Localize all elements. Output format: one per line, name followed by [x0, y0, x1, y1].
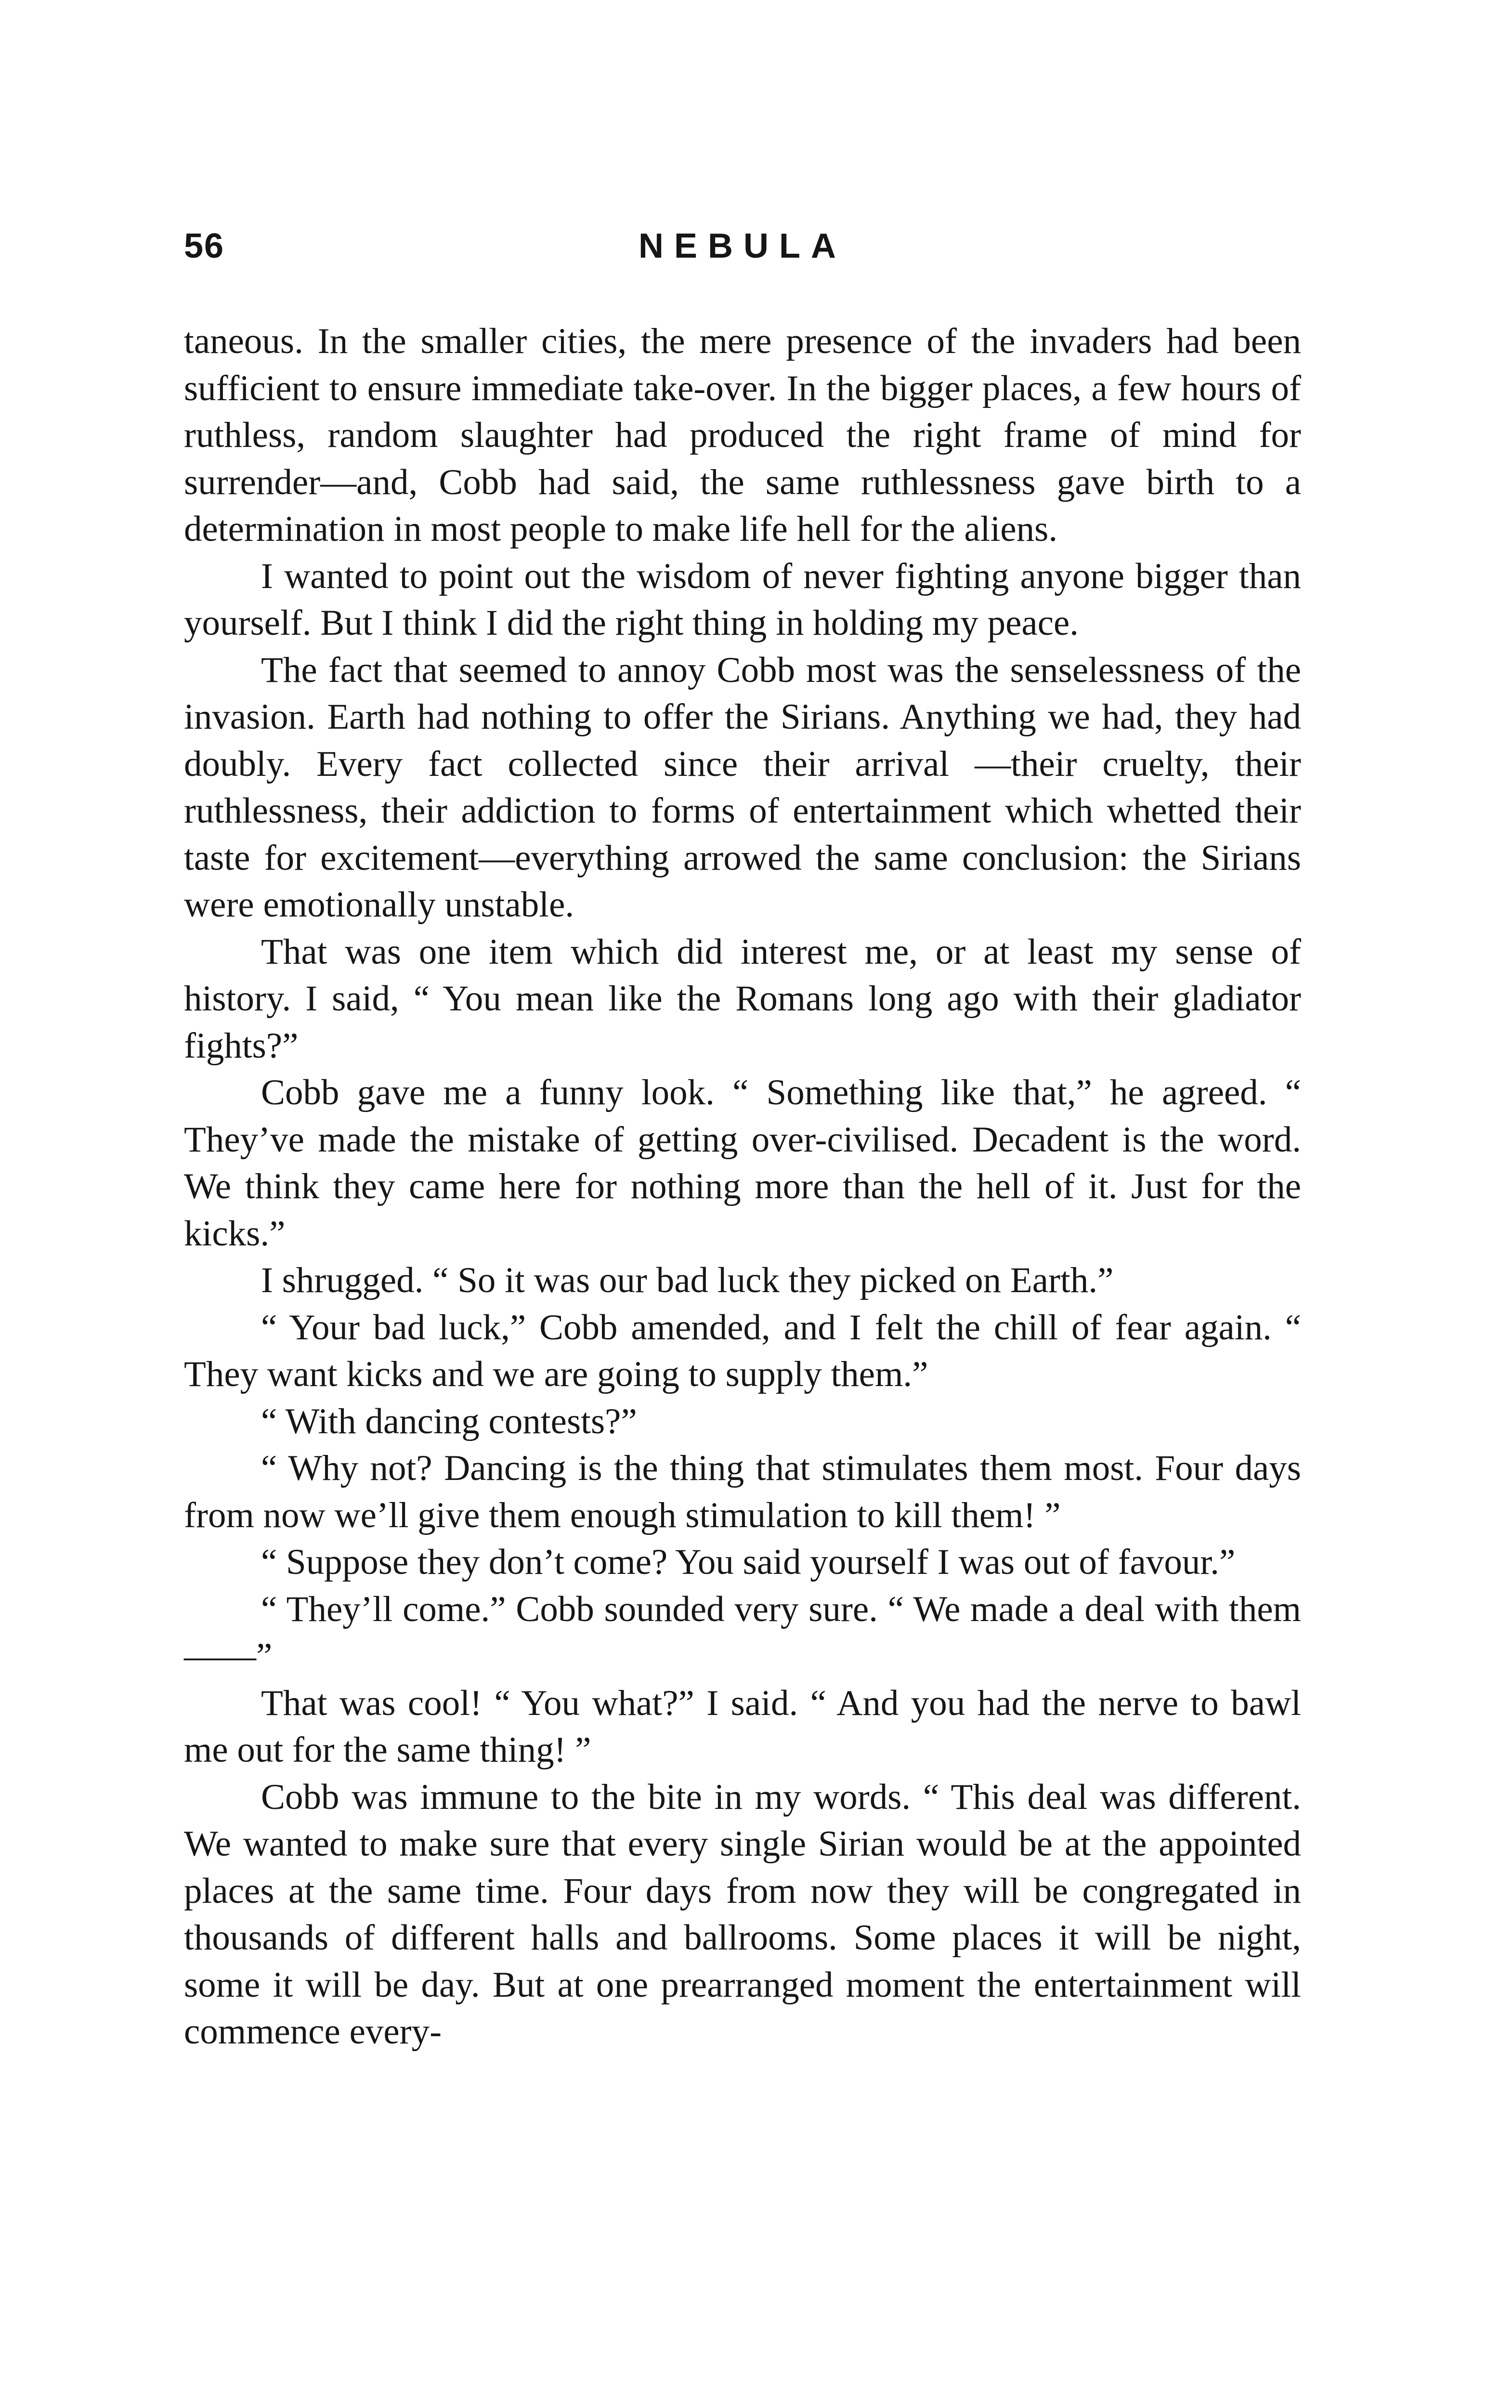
running-head: NEBULA	[639, 227, 847, 265]
paragraph-7: “ Your bad luck,” Cobb amended, and I felt the chill of fear again. “ They want kicks and we are going to supply them.”	[184, 1307, 1301, 1394]
paragraph-4: That was one item which did interest me, or at least my sense of history. I said, “ You mean like the Romans long ago with their gladiator fights?”	[184, 931, 1301, 1066]
paragraph-10: “ Suppose they don’t come? You said yourself I was out of favour.”	[261, 1542, 1236, 1582]
paragraph-2: I wanted to point out the wisdom of never fighting anyone bigger than yourself. But I think I did the right thing in holding my peace.	[184, 556, 1301, 643]
body-text	[184, 318, 1301, 2055]
page-header	[184, 226, 1301, 284]
paragraph-5: Cobb gave me a funny look. “ Something like that,” he agreed. “ They’ve made the mistake of getting over-civilised. Decadent is the word. We think they came here for nothing more than the hell of it. Just for the kicks.”	[184, 1073, 1301, 1254]
paragraph-11: “ They’ll come.” Cobb sounded very sure. “ We made a deal with them——”	[184, 1589, 1301, 1676]
paragraph-6: I shrugged. “ So it was our bad luck they picked on Earth.”	[261, 1260, 1114, 1300]
paragraph-3: The fact that seemed to annoy Cobb most was the senselessness of the invasion. Earth had nothing to offer the Sirians. Anything we had, they had doubly. Every fact collected since their arrival —their cruelty, their ruthlessness, their addiction to forms of entertainment which whetted their taste for excitement—everything arrowed the same conclusion: the Sirians were emotionally unstable.	[184, 650, 1301, 925]
page-number: 56	[184, 227, 225, 265]
paragraph-9: “ Why not? Dancing is the thing that stimulates them most. Four days from now we’ll give them enough stimulation to kill them! ”	[184, 1448, 1301, 1535]
paragraph-1: taneous. In the smaller cities, the mere presence of the invaders had been sufficient to ensure immediate take-over. In the bigger places, a few hours of ruthless, random slaughter had produced the right frame of mind for surrender—and, Cobb had said, the same ruthlessness gave birth to a determination in most people to make life hell for the aliens.	[184, 321, 1301, 549]
paragraph-8: “ With dancing contests?”	[261, 1401, 637, 1441]
paragraph-13: Cobb was immune to the bite in my words. “ This deal was different. We wanted to make sure that every single Sirian would be at the appointed places at the same time. Four days from now they will be congregated in thousands of different halls and ballrooms. Some places it will be night, some it will be day. But at one prearranged moment the entertainment will commence every-	[184, 1777, 1301, 2052]
paragraph-12: That was cool! “ You what?” I said. “ And you had the nerve to bawl me out for the same thing! ”	[184, 1683, 1301, 1770]
